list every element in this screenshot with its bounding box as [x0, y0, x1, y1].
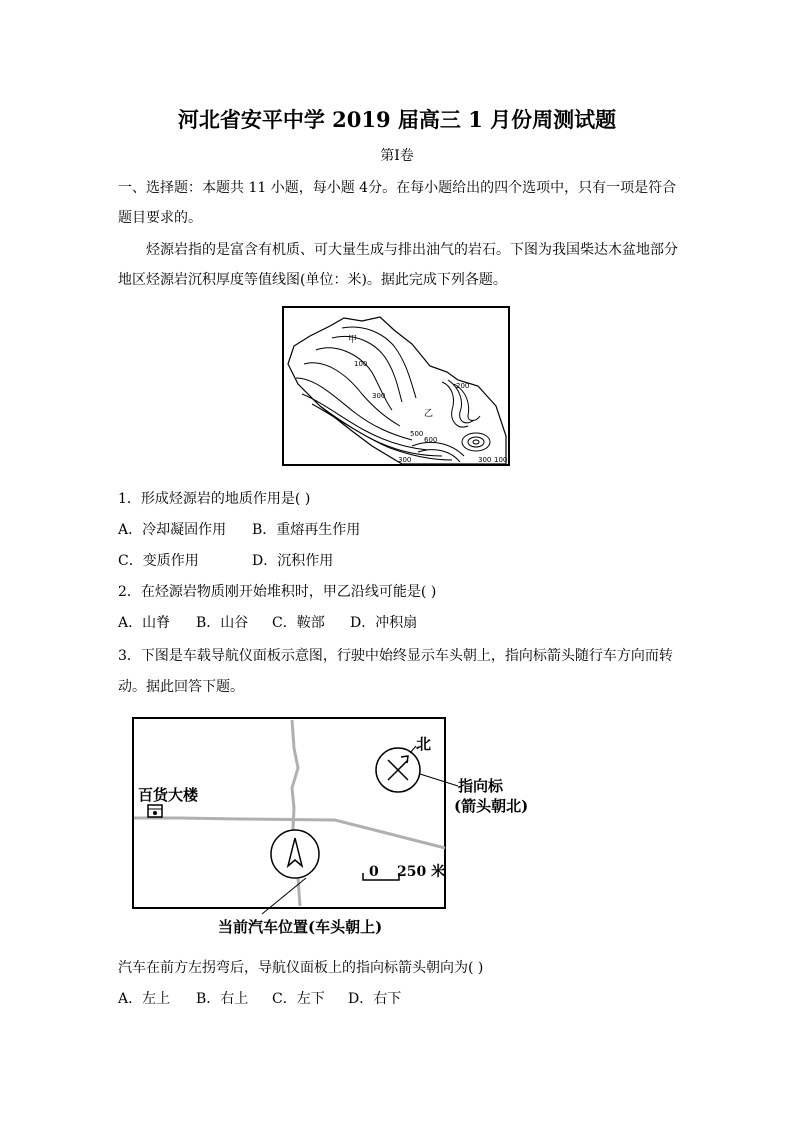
page-title: 河北省安平中学 2019 届高三 1 月份周测试题 — [177, 107, 617, 132]
car-position-label: 当前汽车位置(车头朝上) — [218, 918, 383, 936]
label-jia: 甲 — [348, 335, 358, 345]
q4-option-a: A．左上 — [118, 991, 171, 1007]
q3-line2: 动。据此回答下题。 — [118, 679, 244, 695]
section-instructions-line2: 题目要求的。 — [118, 210, 202, 226]
contour-label: 100 — [494, 456, 508, 464]
contour-label: 600 — [424, 436, 438, 444]
q1-option-d: D．沉积作用 — [252, 553, 334, 569]
q2-option-a: A．山脊 — [118, 615, 171, 631]
contour-label: 300 — [398, 456, 412, 464]
q2-stem: 2．在烃源岩物质刚开始堆积时，甲乙沿线可能是( ) — [118, 584, 437, 600]
navigation-panel — [120, 708, 540, 940]
q1-option-a: A．冷却凝固作用 — [118, 522, 227, 538]
q2-option-d: D．冲积扇 — [350, 615, 418, 631]
contour-label: 300 — [372, 392, 386, 400]
contour-label: 100 — [354, 360, 368, 368]
q1-option-c: C．变质作用 — [118, 553, 199, 569]
q2-option-c: C．鞍部 — [272, 615, 325, 631]
q1-option-b: B．重熔再生作用 — [252, 522, 361, 538]
contour-label: 200 — [456, 382, 470, 390]
contour-label: 500 — [410, 430, 424, 438]
q2-option-b: B．山谷 — [196, 615, 249, 631]
building-label: 百货大楼 — [138, 786, 199, 804]
q4-stem: 汽车在前方左拐弯后，导航仪面板上的指向标箭头朝向为( ) — [118, 960, 484, 976]
contour-label: 300 — [478, 456, 492, 464]
q1-stem: 1．形成烃源岩的地质作用是( ) — [118, 491, 311, 507]
north-label: 北 — [416, 735, 432, 753]
pointer-label: 指向标 — [458, 777, 504, 795]
scale-zero: 0 — [369, 864, 379, 880]
q4-option-b: B．右上 — [196, 991, 249, 1007]
isopach-map — [282, 306, 510, 466]
q3-line1: 3．下图是车载导航仪面板示意图，行驶中始终显示车头朝上，指向标箭头随行车方向而转 — [118, 648, 673, 664]
intro-line1: 烃源岩指的是富含有机质、可大量生成与排出油气的岩石。下图为我国柴达木盆地部分 — [146, 242, 678, 258]
scale-value: 250 米 — [397, 864, 446, 880]
intro-line2: 地区烃源岩沉积厚度等值线图(单位：米)。据此完成下列各题。 — [118, 272, 507, 288]
q4-option-c: C．左下 — [272, 991, 325, 1007]
volume-label: 第Ⅰ卷 — [380, 148, 414, 164]
pointer-note: (箭头朝北) — [454, 797, 529, 815]
section-instructions-line1: 一、选择题：本题共 11 小题，每小题 4分。在每小题给出的四个选项中，只有一项是符合 — [118, 180, 677, 196]
q4-option-d: D．右下 — [348, 991, 402, 1007]
label-yi: 乙 — [424, 409, 434, 419]
building-icon-door — [153, 811, 157, 815]
